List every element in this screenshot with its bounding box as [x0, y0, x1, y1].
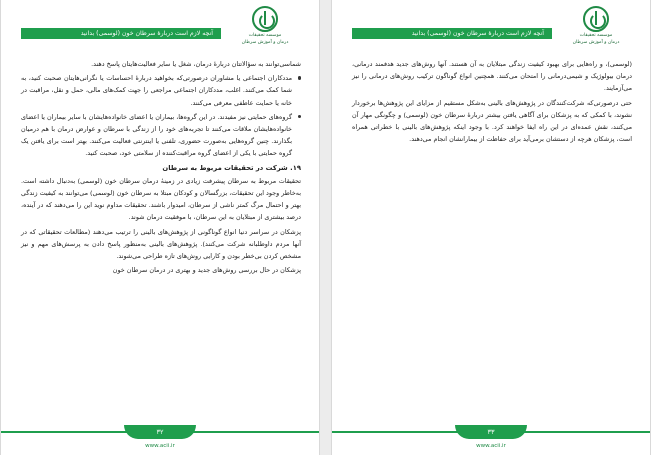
footer-url: www.acii.ir: [476, 443, 506, 449]
paragraph: پزشکان در سراسر دنیا انواع گوناگونی از پژوهش‌های بالینی را ترتیب می‌دهند (مطالعات تحقیقاتی که در آنها مردم داوطلبانه شرکت می‌کنند). پژوهش‌های بالینی به‌منظور پاسخ دادن به پرسش‌های مهم و نیز مشخص کردن بی‌خطر بودن و کارایی روش‌های تازه طراحی می‌شوند.: [21, 227, 301, 261]
page-content: [352, 58, 632, 147]
logo: [560, 6, 632, 45]
logo-line-1: موسسه تحقیقات: [248, 33, 282, 38]
paragraph: (لوسمی)، و راه‌هایی برای بهبود کیفیت زندگی مبتلایان به آن هستند. آنها روش‌های جدید هدفمند درمانی، درمان بیولوژیک و شیمی‌درمانی را امتحان می‌کنند. همچنین انواع گوناگون ترکیب روش‌های درمانی را نیز می‌آزمایند.: [352, 60, 632, 93]
list-item: گروه‌های حمایتی نیز مفیدند. در این گروه‌ها، بیماران یا اعضای خانواده‌هایشان با سایر بیماران یا اعضای خانواده‌هایشان ملاقات می‌کنند تا تجربه‌های خود را از زندگی با سرطان و عوارض درمان با هم درمیان بگذارند. چنین گروه‌هایی به‌صورت حضوری، تلفنی یا اینترنتی فعالیت می‌کنند. بهتر است برای یافتن یک گروه حمایتی با یکی از اعضای گروه مراقبت‌کننده از سلامتی خود، صحبت کنید.: [21, 111, 301, 160]
page-number: ۳۳: [455, 425, 527, 439]
paragraph: حتی درصورتی‌که شرکت‌کنندگان در پژوهش‌های بالینی به‌شکل مستقیم از مزایای این پژوهش‌ها برخوردار نشوند، با کمکی که به پزشکان برای آگاهی یافتن بیشتر دربارهٔ سرطان خون (لوسمی) و چگونگی مهار آن می‌کنند، نقش عمده‌ای در این راه ایفا خواهند کرد. با وجود اینکه پژوهش‌های بالینی با خطراتی همراه است، پزشکان هرچه از دستشان برمی‌آید برای حفاظت از بیمارانشان انجام می‌دهند.: [352, 98, 632, 144]
footer-band: [332, 425, 650, 439]
institute-emblem-icon: [583, 6, 609, 32]
footer-url: www.acii.ir: [145, 443, 175, 449]
institute-emblem-icon: [252, 6, 278, 32]
paragraph: شماسی‌توانند به سؤالاتتان دربارهٔ درمان، شغل یا سایر فعالیت‌هایتان پاسخ دهند.: [91, 60, 301, 68]
section-heading: ۱۹. شرکت در تحقیقات مربوط به سرطان: [162, 163, 301, 172]
header-title: آنچه لازم است دربارهٔ سرطان خون (لوسمی) بدانید: [21, 28, 221, 39]
page-content: [21, 58, 301, 278]
paragraph: تحقیقات مربوط به سرطان پیشرفت زیادی در زمینهٔ درمان سرطان خون (لوسمی) به‌دنبال داشته است. به‌خاطر وجود این تحقیقات، بزرگسالان و کودکان مبتلا به سرطان خون (لوسمی) می‌توانند به کیفیت زندگی بهتر و احتمال مرگ کمتر ناشی از سرطان، امیدوار باشند. تحقیقات مداوم نوید این را می‌دهند که در آینده، درصد بیشتری از مبتلایان به این سرطان، با موفقیت درمان شوند.: [21, 176, 301, 222]
page-number: ۳۲: [124, 425, 196, 439]
header-title: آنچه لازم است دربارهٔ سرطان خون (لوسمی) بدانید: [352, 28, 552, 39]
logo-line-2: درمان و آموزش سرطان: [572, 39, 620, 45]
list-item: مددکاران اجتماعی یا مشاوران درصورتی‌که بخواهید دربارهٔ احساسات یا نگرانی‌هایتان صحبت کنید، به شما کمک می‌کنند. اغلب، مددکاران اجتماعی مراجعی را جهت کمک‌های مالی، حمل و نقل، مراقبت در خانه یا حمایت عاطفی معرفی می‌کنند.: [21, 72, 301, 109]
footer-band: [1, 425, 319, 439]
logo-line-1: موسسه تحقیقات: [579, 33, 613, 38]
logo: [229, 6, 301, 45]
right-page: [331, 0, 651, 455]
logo-line-2: درمان و آموزش سرطان: [241, 39, 289, 45]
left-page: [0, 0, 320, 455]
paragraph: پزشکان در حال بررسی روش‌های جدید و بهتری در درمان سرطان خون: [112, 266, 301, 275]
bullet-list: [21, 72, 301, 159]
